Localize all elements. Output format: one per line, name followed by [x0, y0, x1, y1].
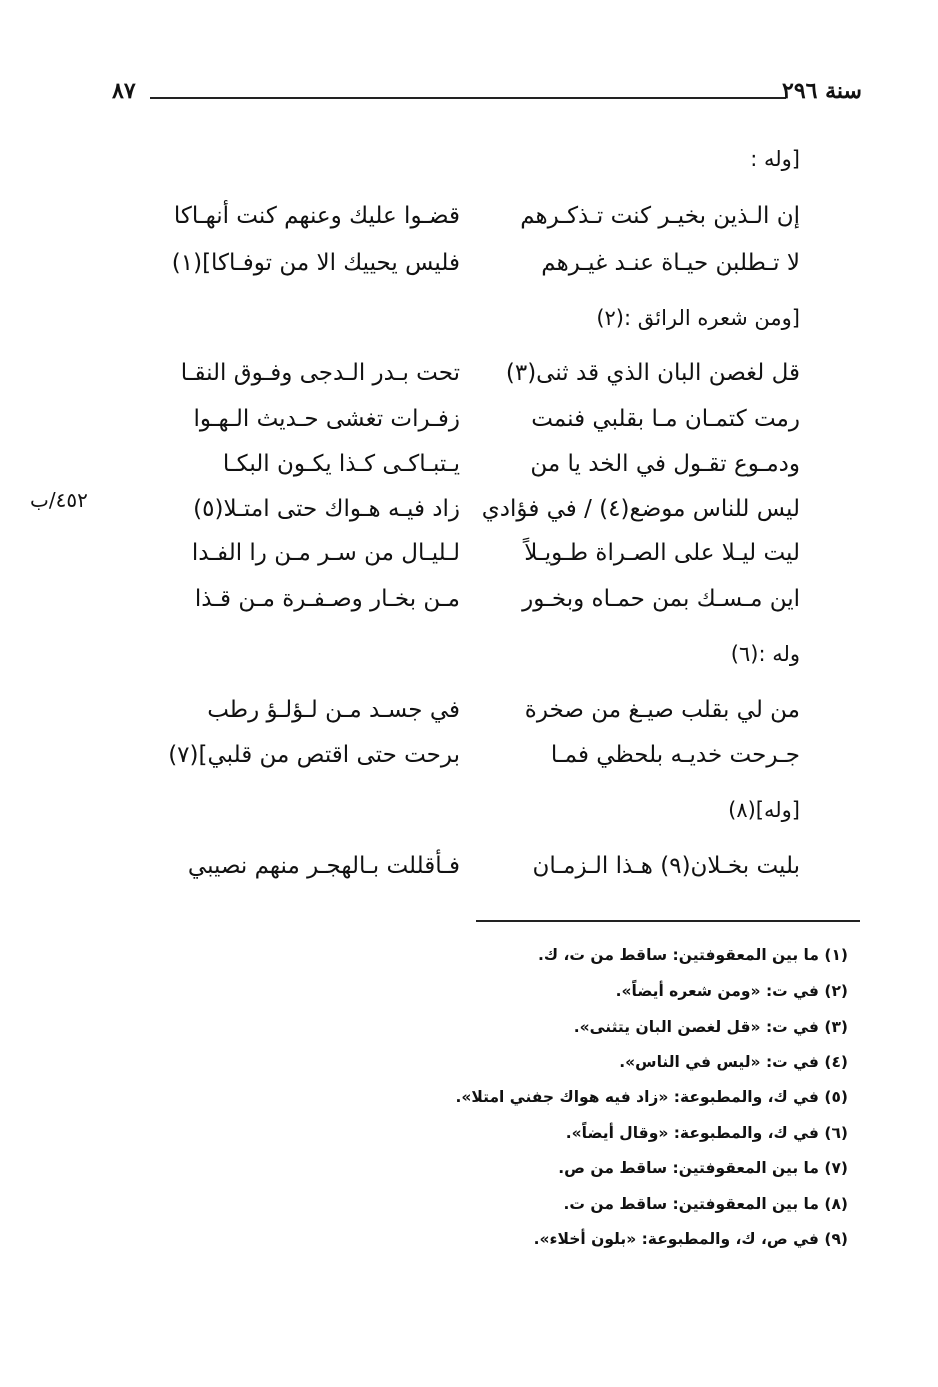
section-intro: [وله :: [750, 147, 800, 171]
verse-right: جـرحت خديـه بلحظي فمـا: [550, 742, 800, 768]
footnote: (٧) ما بين المعقوفتين: ساقط من ص.: [558, 1159, 848, 1177]
verse-left: مـن بخـار وصـفـرة مـن قـذا: [194, 586, 460, 612]
footnote: (٣) في ت: «قل لغصن البان يتثنى».: [573, 1018, 848, 1036]
section-intro: وله :(٦): [730, 642, 800, 666]
running-head-year: سنة ٢٩٦: [782, 78, 862, 104]
footnote-rule: [476, 920, 860, 922]
footnote: (٨) ما بين المعقوفتين: ساقط من ت.: [563, 1195, 848, 1213]
verse-right: قل لغصن البان الذي قد ثنى(٣): [505, 360, 800, 386]
section-intro: [ومن شعره الرائق :(٢): [596, 306, 800, 330]
verse-right: بليت بخـلان(٩) هـذا الـزمـان: [532, 853, 800, 879]
verse-right: ليت ليـلا على الصـراة طـويـلاً: [524, 540, 800, 566]
verse-left: قضـوا عليك وعنهم كنت أنهـاكا: [173, 203, 460, 229]
footnote: (٥) في ك، والمطبوعة: «زاد فيه هواك جفني امتلا».: [455, 1088, 848, 1106]
verse-right: لا تـطلبن حيـاة عنـد غيـرهم: [541, 250, 800, 276]
verse-right: رمت كتمـان مـا بقلبي فنمت: [531, 406, 800, 432]
footnote: (٤) في ت: «ليس في الناس».: [619, 1053, 848, 1071]
verse-left: لـليـال من سـر مـن را الفـدا: [191, 540, 460, 566]
footnote: (٦) في ك، والمطبوعة: «وقال أيضاً».: [565, 1124, 848, 1142]
header-rule: [150, 97, 786, 99]
verse-left: فـأقللت بـالهجـر منهم نصيبي: [187, 853, 460, 879]
verse-left: زفـرات تغشى حـديث الـهـوا: [193, 406, 460, 432]
footnote: (١) ما بين المعقوفتين: ساقط من ت، ك.: [538, 946, 848, 964]
margin-folio-ref: ٤٥٢/ب: [30, 488, 88, 512]
verse-right: ليس للناس موضع(٤) / في فؤادي: [481, 496, 800, 522]
verse-right: اين مـسـك بمن حمـاه وبخـور: [522, 586, 800, 612]
verse-left: تحت بـدر الـدجى وفـوق النقـا: [180, 360, 460, 386]
footnote: (٩) في ص، ك، والمطبوعة: «بلون أخلاء».: [533, 1230, 848, 1248]
verse-left: في جسـد مـن لـؤلـؤ رطب: [207, 697, 460, 723]
verse-left: فليس يحييك الا من توفـاكا](١): [171, 250, 460, 276]
verse-right: ودمـوع تقـول في الخد يا من: [530, 451, 800, 477]
verse-left: زاد فيـه هـواك حتى امتـلا(٥): [193, 496, 460, 522]
page-number: ٨٧: [112, 78, 136, 104]
section-intro: [وله](٨): [728, 798, 800, 822]
verse-left: برحت حتى اقتص من قلبي](٧): [168, 742, 460, 768]
verse-right: إن الـذين بخيـر كنت تـذكـرهم: [520, 203, 800, 229]
footnote: (٢) في ت: «ومن شعره أيضاً».: [615, 982, 848, 1000]
verse-right: من لي بقلب صيـغ من صخرة: [524, 697, 800, 723]
verse-left: يـتبـاكـى كـذا يكـون البكـا: [222, 451, 460, 477]
